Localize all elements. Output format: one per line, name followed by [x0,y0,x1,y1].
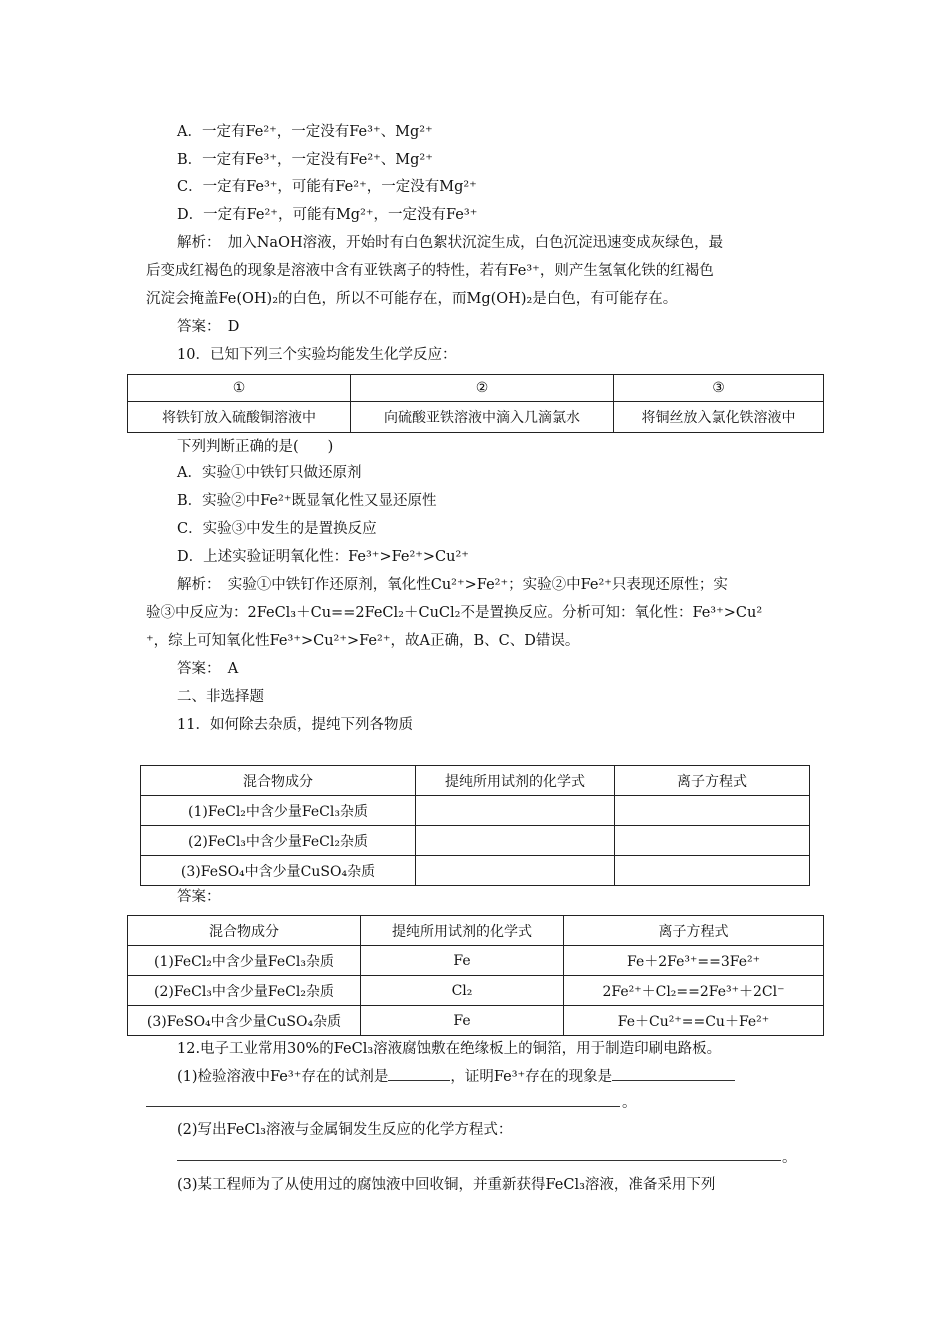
q12-equation-blank[interactable] [177,1146,781,1161]
q11-header-1: 混合物成分 [141,766,416,796]
q11-answer-table [127,915,824,1036]
q10-option-b: B．实验②中Fe²⁺既显氧化性又显还原性 [177,493,437,509]
q11-row-3-label: (3)FeSO₄中含少量CuSO₄杂质 [141,856,416,886]
q9-option-c: C．一定有Fe³⁺，可能有Fe²⁺，一定没有Mg²⁺ [177,179,477,195]
q11-row-2-reagent-blank[interactable] [416,826,615,856]
q11-answer-header-1: 混合物成分 [128,916,361,946]
q10-analysis-line1: 解析： 实验①中铁钉作还原剂，氧化性Cu²⁺>Fe²⁺；实验②中Fe²⁺只表现还原性；实 [177,577,728,593]
q10-answer: 答案： A [177,661,239,677]
q9-option-b: B．一定有Fe³⁺，一定没有Fe²⁺、Mg²⁺ [177,152,433,168]
q10-question: 下列判断正确的是( ) [177,439,334,455]
q11-answer-row-3-label: (3)FeSO₄中含少量CuSO₄杂质 [128,1006,361,1036]
q12-part1-period: 。 [622,1095,637,1111]
q9-analysis-line1: 解析： 加入NaOH溶液，开始时有白色絮状沉淀生成，白色沉淀迅速变成灰绿色，最 [177,235,724,251]
q12-part1 [177,1066,735,1087]
q12-part2: (2)写出FeCl₃溶液与金属铜发生反应的化学方程式： [177,1122,513,1138]
q10-analysis-line2: 验③中反应为：2FeCl₃＋Cu==2FeCl₂＋CuCl₂不是置换反应。分析可知：氧化性：Fe³⁺>Cu² [146,605,763,621]
q11-row-2-equation-blank[interactable] [615,826,810,856]
q10-analysis-line3: ⁺，综上可知氧化性Fe³⁺>Cu²⁺>Fe²⁺，故A正确，B、C、D错误。 [146,633,580,649]
section-heading: 二、非选择题 [177,689,264,705]
q10-stem: 10．已知下列三个实验均能发生化学反应： [177,347,457,363]
q9-analysis-line2: 后变成红褐色的现象是溶液中含有亚铁离子的特性，若有Fe³⁺，则产生氢氧化铁的红褐色 [146,263,714,279]
q11-answer-row-1-reagent: Fe [361,946,564,976]
q10-header-3: ③ [614,375,824,402]
q11-answer-row-3-equation: Fe＋Cu²⁺==Cu＋Fe²⁺ [564,1006,824,1036]
q11-answer-row-2-label: (2)FeCl₃中含少量FeCl₂杂质 [128,976,361,1006]
q11-header-3: 离子方程式 [615,766,810,796]
q9-analysis-line3: 沉淀会掩盖Fe(OH)₂的白色，所以不可能存在，而Mg(OH)₂是白色，有可能存在。 [146,291,678,307]
q11-row-1-equation-blank[interactable] [615,796,810,826]
q12-part1-prompt-b: ，证明Fe³⁺存在的现象是 [450,1069,613,1085]
q11-answer-row-1-label: (1)FeCl₂中含少量FeCl₃杂质 [128,946,361,976]
q11-answer-row-1-equation: Fe＋2Fe³⁺==3Fe²⁺ [564,946,824,976]
q12-part3: (3)某工程师为了从使用过的腐蚀液中回收铜，并重新获得FeCl₃溶液，准备采用下列 [177,1177,716,1193]
q12-part1-prompt-a: (1)检验溶液中Fe³⁺存在的试剂是 [177,1069,389,1085]
q10-header-2: ② [351,375,614,402]
q11-row-3-reagent-blank[interactable] [416,856,615,886]
q10-cell-1: 将铁钉放入硫酸铜溶液中 [128,402,351,433]
q11-answer-header-2: 提纯所用试剂的化学式 [361,916,564,946]
q9-option-d: D．一定有Fe²⁺，可能有Mg²⁺，一定没有Fe³⁺ [177,207,478,223]
q12-stem: 12.电子工业常用30%的FeCl₃溶液腐蚀敷在绝缘板上的铜箔，用于制造印刷电路板。 [177,1041,722,1057]
q10-cell-2: 向硫酸亚铁溶液中滴入几滴氯水 [351,402,614,433]
q12-phenomenon-blank-cont[interactable] [146,1092,620,1107]
q11-answer-header-3: 离子方程式 [564,916,824,946]
q10-cell-3: 将铜丝放入氯化铁溶液中 [614,402,824,433]
q11-row-2-label: (2)FeCl₃中含少量FeCl₂杂质 [141,826,416,856]
q9-answer: 答案： D [177,319,240,335]
q10-option-d: D．上述实验证明氧化性：Fe³⁺>Fe²⁺>Cu²⁺ [177,549,469,565]
q12-part2-period: 。 [782,1150,797,1166]
q11-stem: 11．如何除去杂质，提纯下列各物质 [177,717,413,733]
q11-answer-row-2-reagent: Cl₂ [361,976,564,1006]
q11-blank-table [140,765,810,886]
q11-row-3-equation-blank[interactable] [615,856,810,886]
q11-row-1-label: (1)FeCl₂中含少量FeCl₃杂质 [141,796,416,826]
q10-option-c: C．实验③中发生的是置换反应 [177,521,377,537]
q12-phenomenon-blank-start[interactable] [612,1066,735,1081]
q11-row-1-reagent-blank[interactable] [416,796,615,826]
q10-option-a: A．实验①中铁钉只做还原剂 [177,465,362,481]
q11-answer-row-3-reagent: Fe [361,1006,564,1036]
q12-reagent-blank[interactable] [388,1066,450,1081]
q10-experiment-table [127,374,824,433]
q11-answer-row-2-equation: 2Fe²⁺＋Cl₂==2Fe³⁺＋2Cl⁻ [564,976,824,1006]
q11-header-2: 提纯所用试剂的化学式 [416,766,615,796]
q9-option-a: A．一定有Fe²⁺，一定没有Fe³⁺、Mg²⁺ [177,124,433,140]
q10-header-1: ① [128,375,351,402]
q11-answer-label: 答案： [177,889,221,905]
